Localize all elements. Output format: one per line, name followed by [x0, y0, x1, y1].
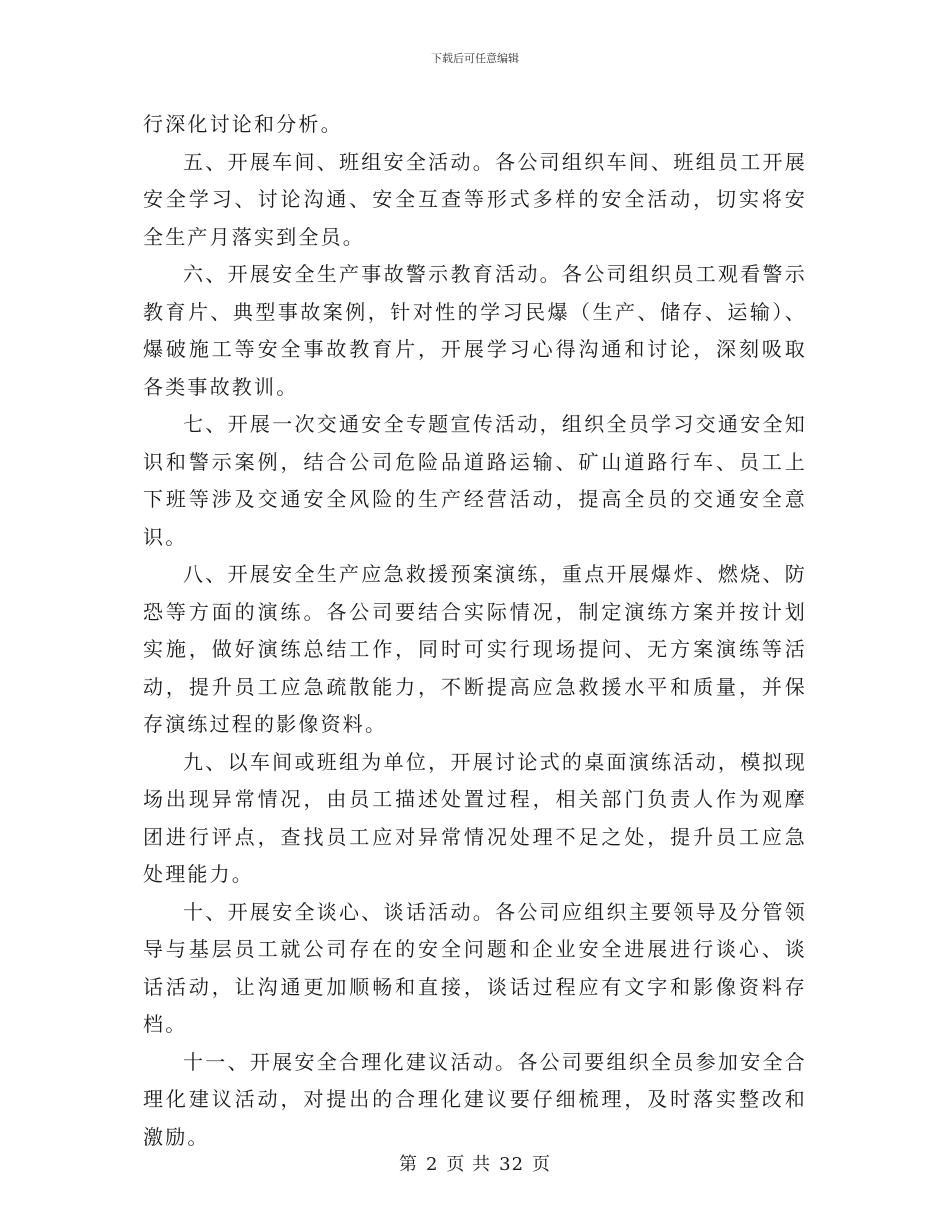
- footer-middle: 页 共: [446, 1154, 492, 1175]
- page-header: [0, 52, 950, 66]
- page-footer: [0, 1153, 950, 1177]
- paragraph-item-9: 九、以车间或班组为单位，开展讨论式的桌面演练活动，模拟现场出现异常情况，由员工描述处置过程，相关部门负责人作为观摩团进行评点，查找员工应对异常情况处理不足之处，提升员工应急处理能力。: [143, 749, 807, 886]
- paragraph-item-7: 七、开展一次交通安全专题宣传活动，组织全员学习交通安全知识和警示案例，结合公司危险品道路运输、矿山道路行车、员工上下班等涉及交通安全风险的生产经营活动，提高全员的交通安全意识。: [143, 412, 807, 549]
- paragraph-item-11: 十一、开展安全合理化建议活动。各公司要组织全员参加安全合理化建议活动，对提出的合理化建议要仔细梳理，及时落实整改和激励。: [143, 1049, 807, 1149]
- header-text: 下载后可任意编辑: [431, 52, 519, 65]
- paragraph-item-5: 五、开展车间、班组安全活动。各公司组织车间、班组员工开展安全学习、讨论沟通、安全互查等形式多样的安全活动，切实将安全生产月落实到全员。: [143, 149, 807, 249]
- footer-total-pages: 32: [499, 1154, 525, 1175]
- paragraph-item-6: 六、开展安全生产事故警示教育活动。各公司组织员工观看警示教育片、典型事故案例，针对性的学习民爆（生产、储存、运输）、爆破施工等安全事故教育片，开展学习心得沟通和讨论，深刻吸取各类事故教训。: [143, 262, 807, 399]
- paragraph-item-8: 八、开展安全生产应急救援预案演练，重点开展爆炸、燃烧、防恐等方面的演练。各公司要结合实际情况，制定演练方案并按计划实施，做好演练总结工作，同时可实行现场提问、无方案演练等活动，提升员工应急疏散能力，不断提高应急救援水平和质量，并保存演练过程的影像资料。: [143, 562, 807, 736]
- document-body: [143, 106, 807, 1156]
- footer-suffix: 页: [532, 1154, 552, 1175]
- paragraph-continuation: 行深化讨论和分析。: [143, 112, 343, 136]
- footer-page-number: 2: [425, 1154, 439, 1175]
- paragraph-item-10: 十、开展安全谈心、谈话活动。各公司应组织主要领导及分管领导与基层员工就公司存在的安全问题和企业安全进展进行谈心、谈话活动，让沟通更加顺畅和直接，谈话过程应有文字和影像资料存档。: [143, 899, 807, 1036]
- footer-prefix: 第: [398, 1154, 418, 1175]
